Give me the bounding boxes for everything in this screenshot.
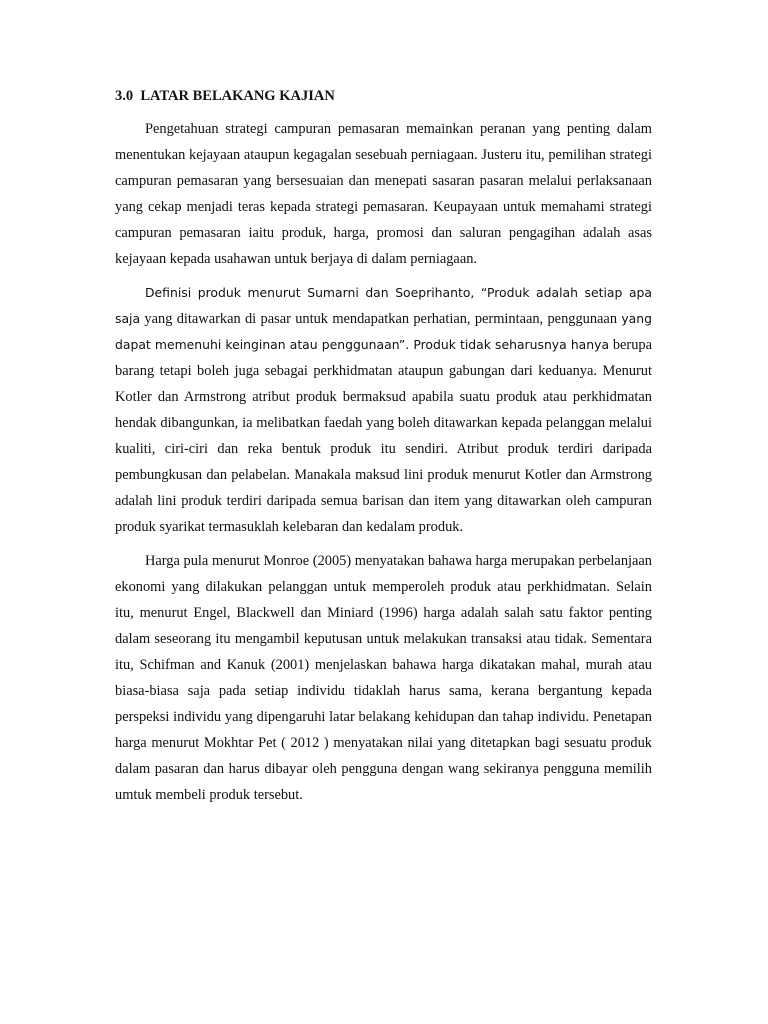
document-page	[115, 86, 652, 815]
section-heading: 3.0 LATAR BELAKANG KAJIAN	[115, 88, 335, 104]
paragraph-product-definition	[115, 280, 652, 541]
paragraph-price: Harga pula menurut Monroe (2005) menyatakan bahawa harga merupakan perbelanjaan ekonomi yang dilakukan pelanggan untuk memperoleh produk atau perkhidmatan. Selain itu, menurut Engel, Blackwell dan Miniard (1996) harga adalah salah satu faktor penting dalam seseorang itu mengambil keputusan untuk melakukan transaksi atau tidak. Sementara itu, Schifman and Kanuk (2001) menjelaskan bahawa harga dikatakan mahal, murah atau biasa-biasa saja pada setiap individu tidaklah harus sama, kerana bergantung kepada perspeksi individu yang dipengaruhi latar belakang kehidupan dan tahap individu. Penetapan harga menurut Mokhtar Pet ( 2012 ) menyatakan nilai yang ditetapkan bagi sesuatu produk dalam pasaran dan harus dibayar oleh pengguna dengan wang sekiranya pengguna memilih umtuk membeli produk tersebut.	[115, 552, 652, 804]
quote-sentence-1: Definisi produk menurut Sumarni dan Soeprihanto, “Produk adalah setiap apa saja	[115, 284, 652, 326]
paragraph-marketing-mix: Pengetahuan strategi campuran pemasaran memainkan peranan yang penting dalam menentukan kejayaan ataupun kegagalan sesebuah perniagaan. Justeru itu, pemilihan strategi campuran pemasaran yang bersesuaian dan menepati sasaran pasaran melalui perlaksanaan yang cekap menjadi teras kepada strategi pemasaran. Keupayaan untuk memahami strategi campuran pemasaran iaitu produk, harga, promosi dan saluran pengagihan adalah asas kejayaan kepada usahawan untuk berjaya di dalam perniagaan.	[115, 121, 652, 268]
quote-sentence-2: yang ditawarkan di pasar untuk mendapatkan perhatian, permintaan, penggunaan	[140, 310, 622, 327]
quote-sentence-3: yang dapat memenuhi keinginan atau penggunaan”. Produk tidak seharusnya hanya	[115, 310, 652, 352]
product-attribute-text: berupa barang tetapi boleh juga sebagai perkhidmatan ataupun gabungan dari keduanya. Menurut Kotler dan Armstrong atribut produk bermaksud apabila suatu produk atau perkhidmatan hendak dibangunkan, ia melibatkan faedah yang boleh ditawarkan kepada pelanggan melalui kualiti, ciri-ciri dan reka bentuk produk itu sendiri. Atribut produk terdiri daripada pembungkusan dan pelabelan. Manakala maksud lini produk menurut Kotler dan Armstrong adalah lini produk terdiri daripada semua barisan dan item yang ditawarkan oleh campuran produk syarikat termasuklah kelebaran dan kedalam produk.	[115, 336, 652, 536]
